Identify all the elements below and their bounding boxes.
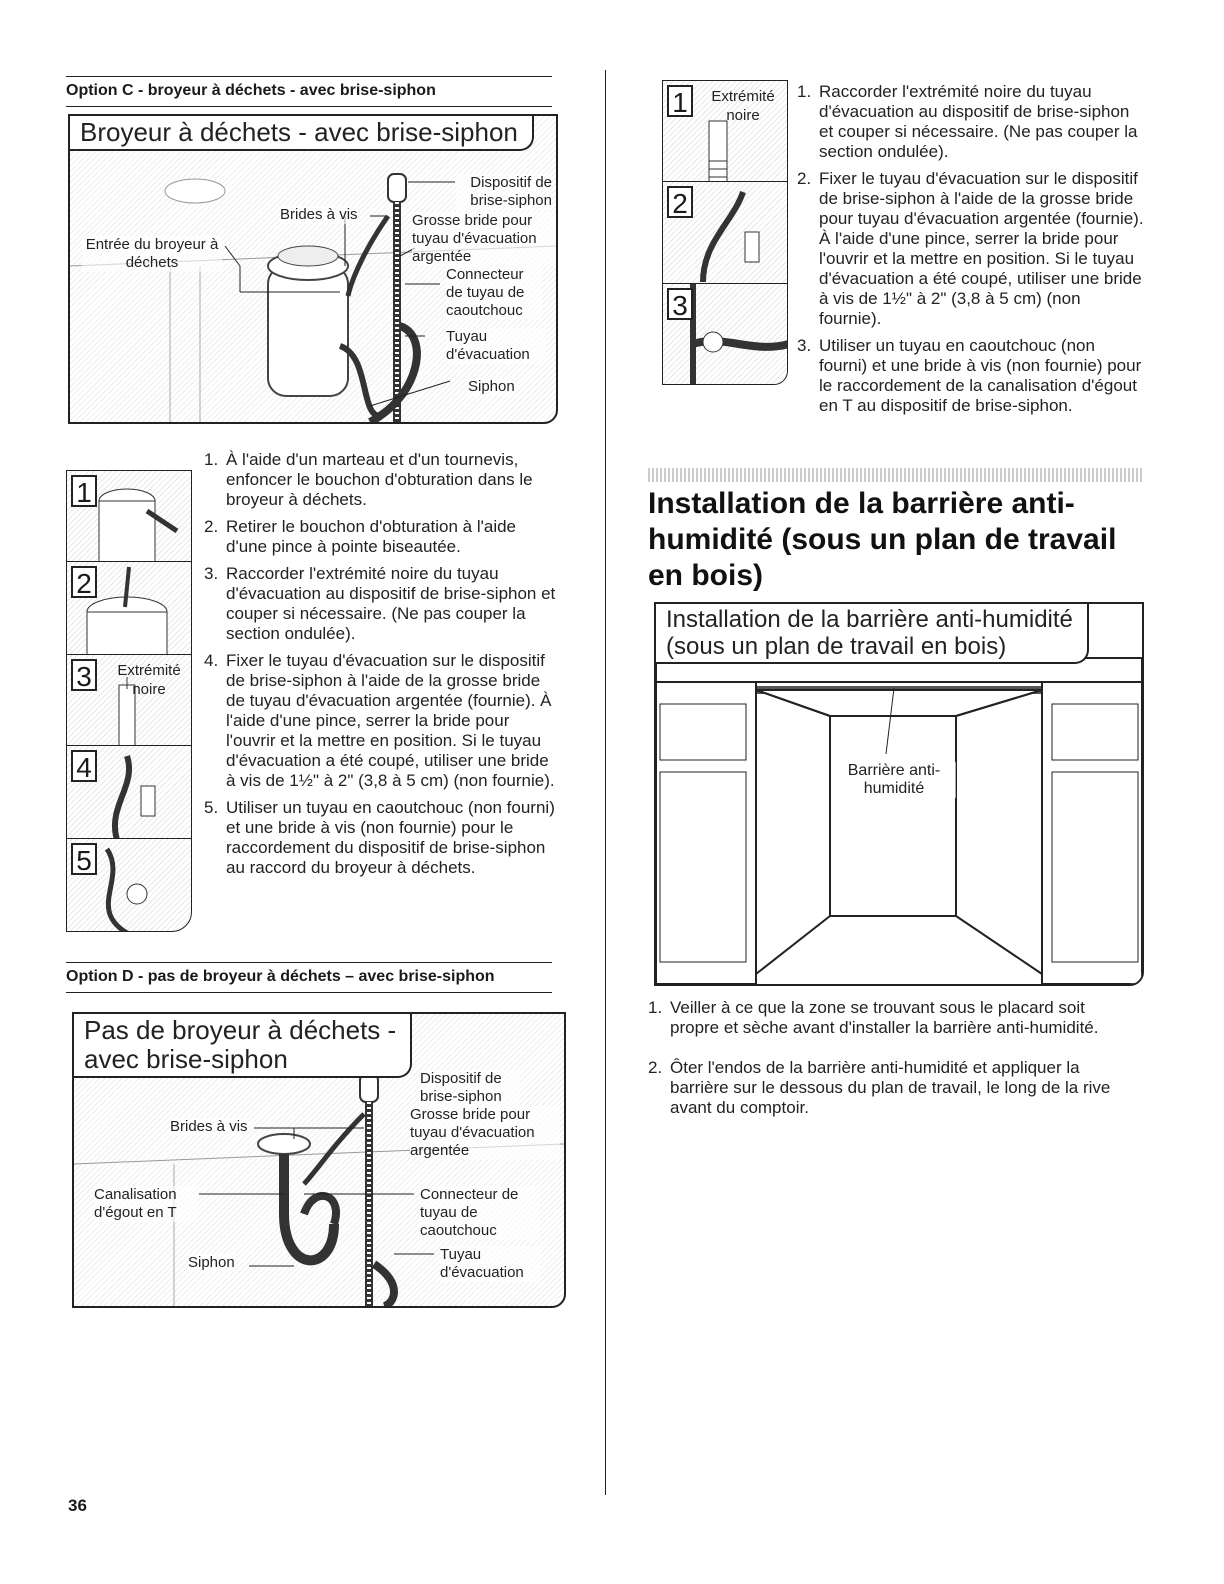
callout-brides: Brides à vis	[280, 206, 358, 223]
option-d-step-3-image	[662, 283, 788, 385]
barrier-figure-title	[656, 604, 1089, 664]
barrier-figure	[654, 602, 1144, 986]
step-number-badge: 4	[71, 750, 97, 782]
page-number: 36	[68, 1496, 87, 1515]
list-item: 2. Fixer le tuyau d'évacuation sur le dispositif de brise-siphon à l'aide de la grosse bride pour tuyau d'évacuation argentée (fournie). À l'aide d'une pince, serrer la bride pour l'ouvrir et la mettre en position. Si le tuyau d'évacuation a été coupé, utiliser une bride à vis de 1½" à 2" (3,8 à 5 cm) (non fournie).	[797, 169, 1144, 328]
list-item: 4. Fixer le tuyau d'évacuation sur le dispositif de brise-siphon à l'aide de la grosse bride de tuyau d'évacuation argentée (fournie). À l'aide d'une pince, serrer la bride pour l'ouvrir et la mettre en position. Si le tuyau d'évacuation a été coupé, utiliser une bride à vis de 1½" à 2" (3,8 à 5 cm) (non fournie).	[204, 651, 555, 790]
figure-title-line-1: Installation de la barrière anti-humidité	[666, 606, 1073, 633]
option-c-figure-title: Broyeur à déchets - avec brise-siphon	[70, 116, 534, 151]
list-item: 1. Raccorder l'extrémité noire du tuyau d'évacuation au dispositif de brise-siphon et couper si nécessaire. (Ne pas couper la section ondulée).	[797, 82, 1138, 161]
option-c-step-2-image	[66, 561, 192, 655]
option-c-figure	[68, 114, 558, 424]
step-number-badge: 3	[667, 288, 693, 320]
option-c-step-4-image	[66, 745, 192, 839]
list-item: 5. Utiliser un tuyau en caoutchouc (non fourni) et une bride à vis (non fournie) pour le raccordement du dispositif de brise-siphon au raccord du broyeur à déchets.	[204, 798, 555, 877]
callout-grosse-bride: Grosse bride pour tuyau d'évacuation argentée	[410, 1106, 560, 1160]
step-number-badge: 3	[71, 659, 97, 691]
callout-brides: Brides à vis	[170, 1118, 248, 1135]
step-number-badge: 1	[71, 475, 97, 507]
option-c-step-1-image	[66, 470, 192, 562]
callout-siphon: Siphon	[188, 1254, 235, 1271]
callout-connecteur: Connecteur de tuyau de caoutchouc	[446, 266, 542, 320]
figure-title-line-2: avec brise-siphon	[84, 1044, 288, 1074]
option-d-figure-title	[74, 1014, 412, 1078]
list-item: 2. Ôter l'endos de la barrière anti-humidité et appliquer la barrière sur le dessous du plan de travail, le long de la rive avant du comptoir.	[648, 1058, 1111, 1117]
callout-barriere: Barrière anti-humidité	[832, 762, 956, 798]
list-item: 1. Veiller à ce que la zone se trouvant sous le placard soit propre et sèche avant d'installer la barrière anti-humidité.	[648, 998, 1099, 1037]
list-item: 3. Utiliser un tuyau en caoutchouc (non fourni) et une bride à vis (non fournie) pour le raccordement de la canalisation d'égout en T au dispositif de brise-siphon.	[797, 336, 1142, 415]
callout-extremite-noire: Extrémité noire	[711, 88, 775, 124]
callout-canalisation: Canalisation d'égout en T	[94, 1186, 198, 1222]
column-divider	[605, 70, 606, 1495]
list-item: 1. À l'aide d'un marteau et d'un tournevis, enfoncer le bouchon d'obturation dans le broyeur à déchets.	[204, 450, 533, 509]
list-item: 3. Raccorder l'extrémité noire du tuyau d'évacuation au dispositif de brise-siphon et couper si nécessaire. (Ne pas couper la section ondulée).	[204, 564, 556, 643]
option-d-step-2-image	[662, 181, 788, 284]
callout-dispositif: Dispositif de brise-siphon	[456, 174, 552, 210]
barrier-steps	[648, 998, 1128, 1125]
option-c-step-3-image	[66, 654, 192, 746]
option-d-steps	[797, 82, 1147, 423]
option-d-title: Option D - pas de broyeur à déchets – avec brise-siphon	[66, 962, 552, 993]
barrier-heading: Installation de la barrière anti-humidité (sous un plan de travail en bois)	[648, 487, 1117, 592]
callout-siphon: Siphon	[468, 378, 515, 395]
callout-connecteur: Connecteur de tuyau de caoutchouc	[420, 1186, 540, 1240]
callout-grosse-bride: Grosse bride pour tuyau d'évacuation argentée	[412, 212, 556, 266]
callout-tuyau: Tuyau d'évacuation	[440, 1246, 540, 1282]
section-divider-band	[648, 468, 1142, 482]
step-number-badge: 2	[71, 566, 97, 598]
callout-entree: Entrée du broyeur à déchets	[82, 236, 222, 272]
figure-title-line-2: (sous un plan de travail en bois)	[666, 633, 1007, 660]
option-c-step-5-image	[66, 838, 192, 932]
callout-tuyau: Tuyau d'évacuation	[446, 328, 546, 364]
list-item: 2. Retirer le bouchon d'obturation à l'aide d'une pince à pointe biseautée.	[204, 517, 517, 556]
option-c-steps	[204, 450, 556, 885]
callout-dispositif: Dispositif de brise-siphon	[420, 1070, 520, 1106]
option-d-step-1-image	[662, 80, 788, 182]
callout-extremite-noire: Extrémité noire	[117, 662, 181, 698]
step-number-badge: 2	[667, 186, 693, 218]
step-number-badge: 1	[667, 85, 693, 117]
step-number-badge: 5	[71, 843, 97, 875]
figure-title-line-1: Pas de broyeur à déchets -	[84, 1015, 397, 1045]
option-d-figure	[72, 1012, 566, 1308]
option-c-title: Option C - broyeur à déchets - avec brise-siphon	[66, 76, 552, 107]
